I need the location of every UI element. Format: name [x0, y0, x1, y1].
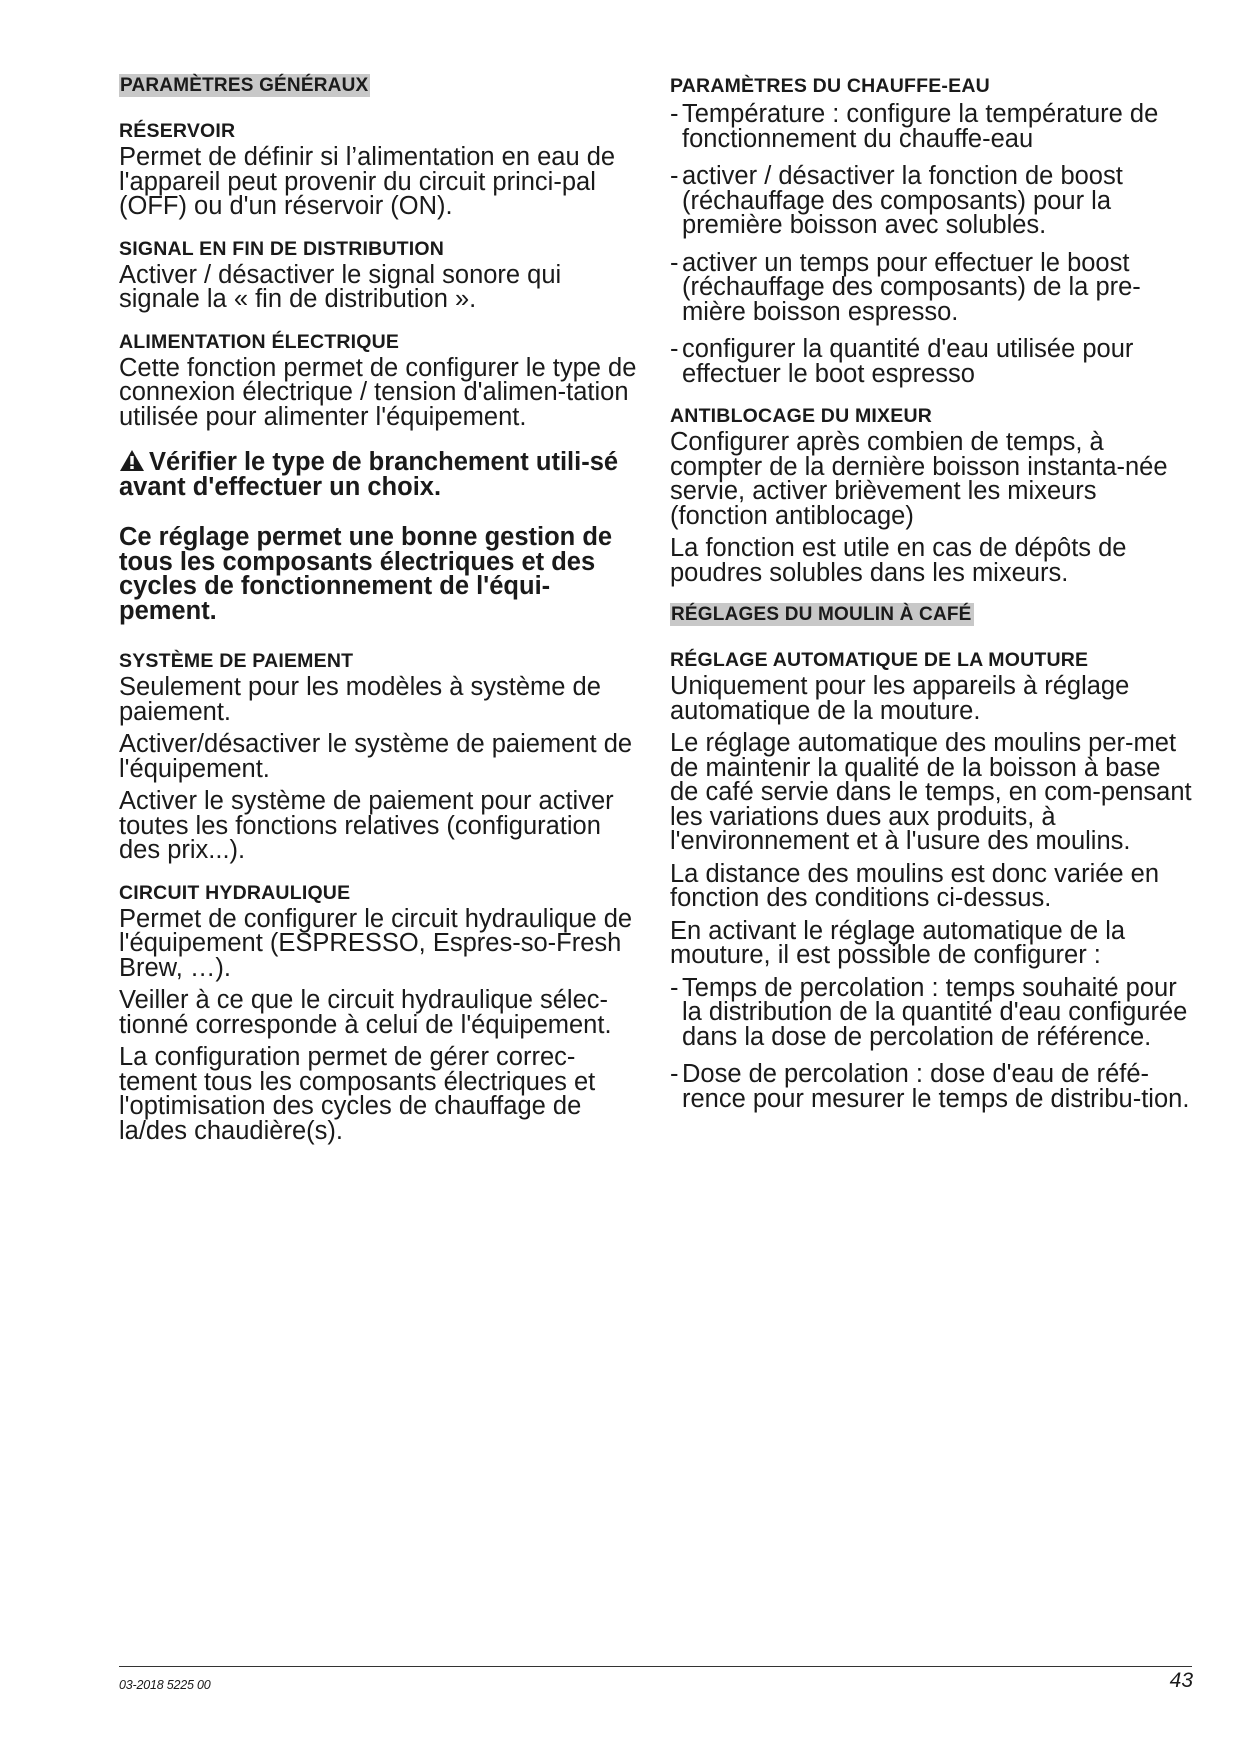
list-item-text: Température : configure la température de fonctionnement du chauffe-eau	[682, 100, 1159, 153]
warning-text: Vérifier le type de branchement utili-sé avant d'effectuer un choix.	[119, 448, 619, 501]
mouture-block	[670, 648, 1192, 1111]
list-item	[670, 102, 1192, 151]
bullet-marker: -	[670, 248, 679, 277]
footer-document-code: 03-2018 5225 00	[119, 1678, 211, 1692]
circuit-text-3: La configuration permet de gérer correc-tement tous les composants électriques et l'optimisation des cycles de chauffage de la/des chaudière(s).	[119, 1043, 596, 1145]
alimentation-note: Ce réglage permet une bonne gestion de tous les composants électriques et des cycles de fonctionnement de l'équi-pement.	[119, 523, 613, 625]
list-item	[670, 164, 1192, 238]
signal-block	[119, 237, 644, 312]
bullet-marker: -	[670, 335, 679, 363]
mouture-text-3: La distance des moulins est donc variée en fonction des conditions ci-dessus.	[670, 859, 1160, 912]
list-item-text: activer / désactiver la fonction de boost (réchauffage des composants) pour la première boisson avec solubles.	[682, 162, 1123, 239]
reservoir-text: Permet de définir si l’alimentation en eau de l'appareil peut provenir du circuit princi-pal (OFF) ou d'un réservoir (ON).	[119, 143, 616, 220]
page-number: 43	[1169, 1669, 1193, 1692]
alimentation-text: Cette fonction permet de configurer le type de connexion électrique / tension d'alimen-tation utilisée pour alimenter l'équipement.	[119, 353, 637, 431]
section-title-general: PARAMÈTRES GÉNÉRAUX	[120, 75, 369, 96]
alimentation-block	[119, 330, 644, 624]
reservoir-heading: RÉSERVOIR	[119, 120, 236, 142]
list-item	[670, 973, 1192, 1051]
paiement-heading: SYSTÈME DE PAIEMENT	[119, 650, 354, 672]
mouture-text-2: Le réglage automatique des moulins per-met de maintenir la qualité de la boisson à base de café servie dans le temps, en com-pensant les variations dues aux produits, à l'environnement et à l'usure des moulins.	[670, 729, 1192, 855]
paiement-block	[119, 649, 644, 863]
mouture-heading: RÉGLAGE AUTOMATIQUE DE LA MOUTURE	[670, 649, 1089, 671]
bullet-marker: -	[670, 1060, 679, 1088]
paiement-text-1: Seulement pour les modèles à système de paiement.	[119, 673, 601, 726]
section-title-moulin: RÉGLAGES DU MOULIN À CAFÉ	[671, 604, 972, 625]
reservoir-block	[119, 119, 644, 219]
list-item	[670, 337, 1192, 386]
chauffe-eau-heading: PARAMÈTRES DU CHAUFFE-EAU	[670, 75, 990, 97]
signal-text: Activer / désactiver le signal sonore qui signale la « fin de distribution ».	[119, 260, 562, 313]
circuit-heading: CIRCUIT HYDRAULIQUE	[119, 881, 351, 904]
antiblocage-block	[670, 404, 1192, 585]
bullet-marker: -	[670, 162, 679, 190]
antiblocage-heading: ANTIBLOCAGE DU MIXEUR	[670, 405, 933, 427]
alimentation-heading: ALIMENTATION ÉLECTRIQUE	[119, 330, 400, 353]
circuit-block	[119, 881, 644, 1144]
warning-triangle-icon	[119, 449, 145, 472]
list-item	[670, 1062, 1192, 1111]
circuit-text-1: Permet de configurer le circuit hydraulique de l'équipement (ESPRESSO, Espres-so-Fresh Brew, …).	[119, 904, 633, 982]
bullet-marker: -	[670, 100, 679, 128]
chauffe-eau-block	[670, 74, 1192, 386]
mouture-text-4: En activant le réglage automatique de la mouture, il est possible de configurer :	[670, 916, 1126, 969]
footer-divider	[119, 1666, 1192, 1667]
list-item	[670, 248, 1192, 326]
mouture-text-1: Uniquement pour les appareils à réglage automatique de la mouture.	[670, 672, 1130, 725]
right-column	[670, 74, 1192, 1129]
antiblocage-text-1: Configurer après combien de temps, à compter de la dernière boisson instanta-née servie, activer brièvement les mixeurs (fonction antiblocage)	[670, 428, 1168, 530]
list-item-text: Temps de percolation : temps souhaité pour la distribution de la quantité d'eau configurée dans la dose de percolation de référence.	[682, 973, 1188, 1051]
left-column	[119, 74, 644, 1161]
paiement-text-3: Activer le système de paiement pour activer toutes les fonctions relatives (configuration des prix...).	[119, 787, 614, 864]
paiement-text-2: Activer/désactiver le système de paiement de l'équipement.	[119, 730, 633, 783]
signal-heading: SIGNAL EN FIN DE DISTRIBUTION	[119, 237, 445, 260]
circuit-text-2: Veiller à ce que le circuit hydraulique sélec-tionné corresponde à celui de l'équipement.	[119, 986, 612, 1039]
list-item-text: Dose de percolation : dose d'eau de réfé-rence pour mesurer le temps de distribu-tion.	[682, 1060, 1190, 1113]
bullet-marker: -	[670, 973, 679, 1002]
antiblocage-text-2: La fonction est utile en cas de dépôts de poudres solubles dans les mixeurs.	[670, 534, 1127, 587]
list-item-text: activer un temps pour effectuer le boost (réchauffage des composants) de la pre-mière boisson espresso.	[682, 248, 1141, 326]
list-item-text: configurer la quantité d'eau utilisée pour effectuer le boot espresso	[682, 335, 1134, 388]
alimentation-warning	[119, 449, 644, 499]
